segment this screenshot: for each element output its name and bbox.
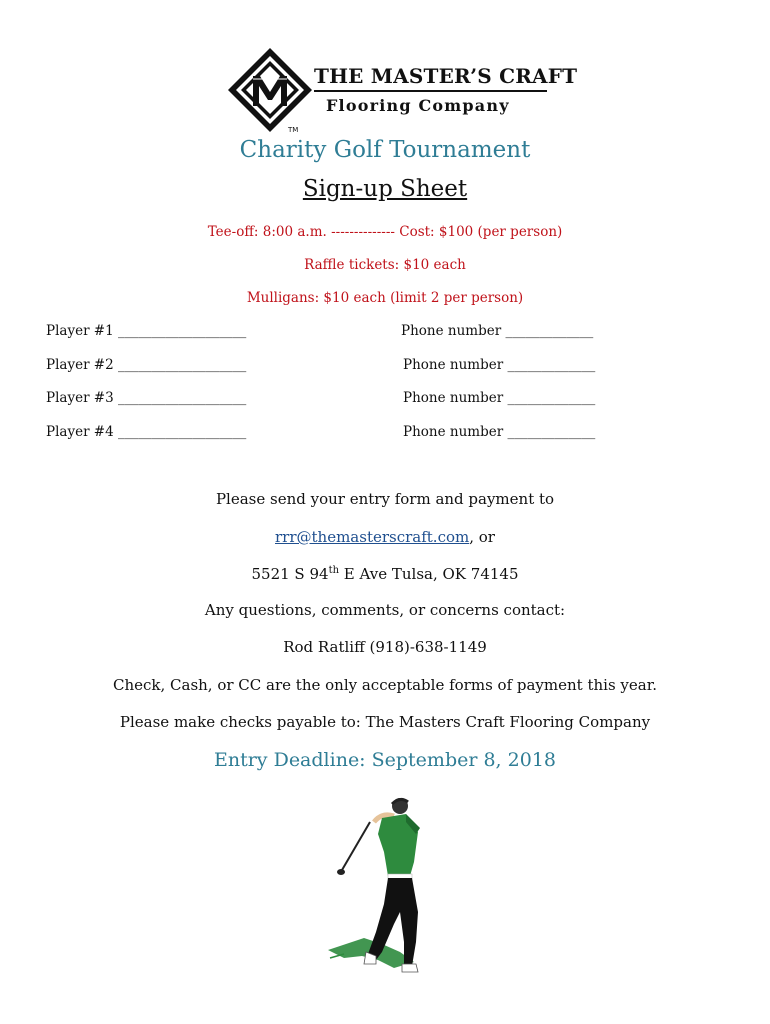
player-2-phone-field[interactable]: Phone number _____________ — [403, 357, 596, 373]
address-prefix: 5521 S 94 — [251, 565, 329, 583]
email-link[interactable]: rrr@themasterscraft.com — [275, 528, 470, 546]
email-suffix: , or — [469, 528, 495, 546]
payable-line: Please make checks payable to: The Masters Craft Flooring Company — [119, 713, 651, 731]
player-4-field[interactable]: Player #4 ___________________ — [46, 424, 247, 440]
mulligans-line: Mulligans: $10 each (limit 2 per person) — [246, 290, 524, 306]
company-logo — [226, 46, 578, 138]
golfer-icon — [322, 792, 432, 984]
player-4-phone-field[interactable]: Phone number _____________ — [403, 424, 596, 440]
player-2-field[interactable]: Player #2 ___________________ — [46, 357, 247, 373]
payment-line: Check, Cash, or CC are the only acceptable forms of payment this year. — [112, 676, 657, 694]
logo-company-name: THE MASTER’S CRAFT — [314, 64, 578, 88]
address-ordinal: th — [328, 565, 340, 576]
teeoff-cost-line: Tee-off: 8:00 a.m. -------------- Cost: $100 (per person) — [207, 224, 563, 240]
logo-divider — [314, 90, 547, 92]
email-line — [0, 528, 770, 546]
logo-subtitle: Flooring Company — [326, 96, 510, 115]
address-rest: E Ave Tulsa, OK 74145 — [339, 565, 519, 583]
player-1-field[interactable]: Player #1 ___________________ — [46, 323, 247, 339]
contact-line: Rod Ratliff (918)-638-1149 — [283, 638, 487, 656]
entry-deadline: Entry Deadline: September 8, 2018 — [213, 749, 556, 771]
send-to-line: Please send your entry form and payment to — [215, 490, 555, 508]
event-title: Charity Golf Tournament — [239, 137, 531, 163]
player-3-field[interactable]: Player #3 ___________________ — [46, 390, 247, 406]
address-line — [0, 565, 770, 583]
raffle-line: Raffle tickets: $10 each — [304, 257, 466, 273]
player-1-phone-field[interactable]: Phone number _____________ — [401, 323, 594, 339]
sheet-title: Sign-up Sheet — [302, 176, 468, 202]
logo-trademark: TM — [288, 126, 299, 134]
player-3-phone-field[interactable]: Phone number _____________ — [403, 390, 596, 406]
questions-line: Any questions, comments, or concerns contact: — [204, 601, 566, 619]
diamond-logo-icon — [226, 46, 316, 138]
